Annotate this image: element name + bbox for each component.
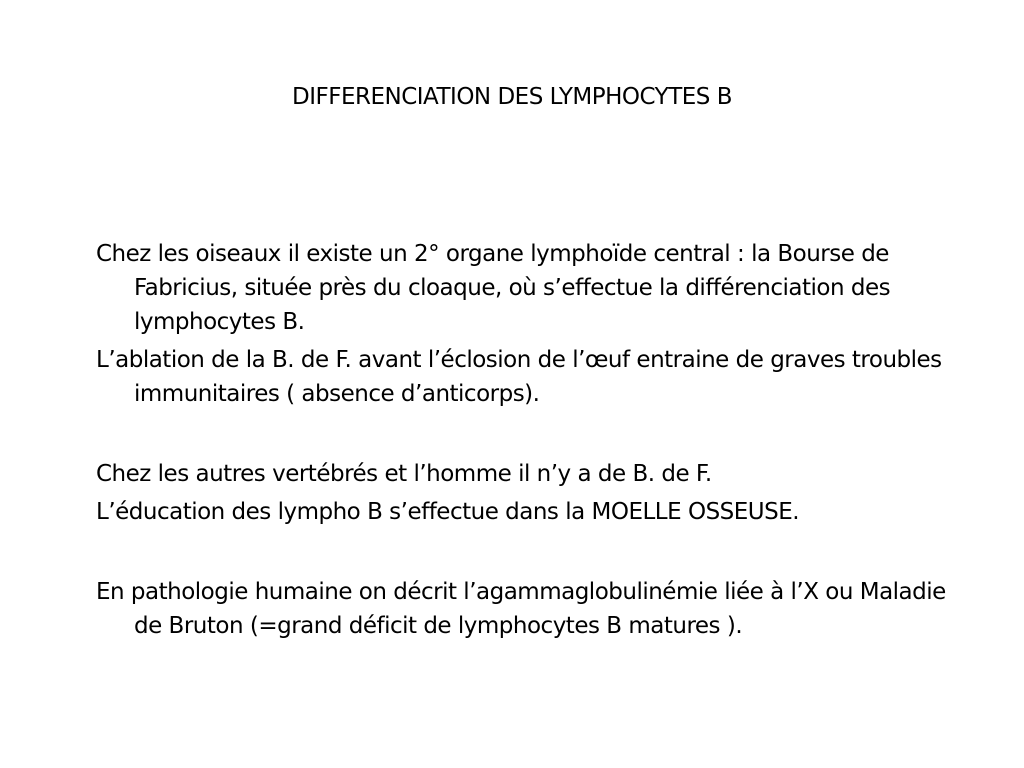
- paragraph-ablation: L’ablation de la B. de F. avant l’éclosion de l’œuf entraine de graves troubles immunitaires ( absence d’anticorps).: [96, 347, 942, 407]
- paragraph-moelle-osseuse: L’éducation des lympho B s’effectue dans la MOELLE OSSEUSE.: [96, 499, 800, 525]
- slide-title: DIFFERENCIATION DES LYMPHOCYTES B: [292, 84, 732, 110]
- spacer: [96, 415, 966, 457]
- slide-body: [96, 237, 966, 647]
- paragraph-bourse-fabricius: Chez les oiseaux il existe un 2° organe lymphoïde central : la Bourse de Fabricius, située près du cloaque, où s’effectue la différenciation des lymphocytes B.: [96, 241, 891, 335]
- paragraph-pathologie: En pathologie humaine on décrit l’agammaglobulinémie liée à l’X ou Maladie de Bruton (=grand déficit de lymphocytes B matures ).: [96, 579, 946, 639]
- spacer: [96, 533, 966, 575]
- paragraph-autres-vertebres: Chez les autres vertébrés et l’homme il n’y a de B. de F.: [96, 461, 712, 487]
